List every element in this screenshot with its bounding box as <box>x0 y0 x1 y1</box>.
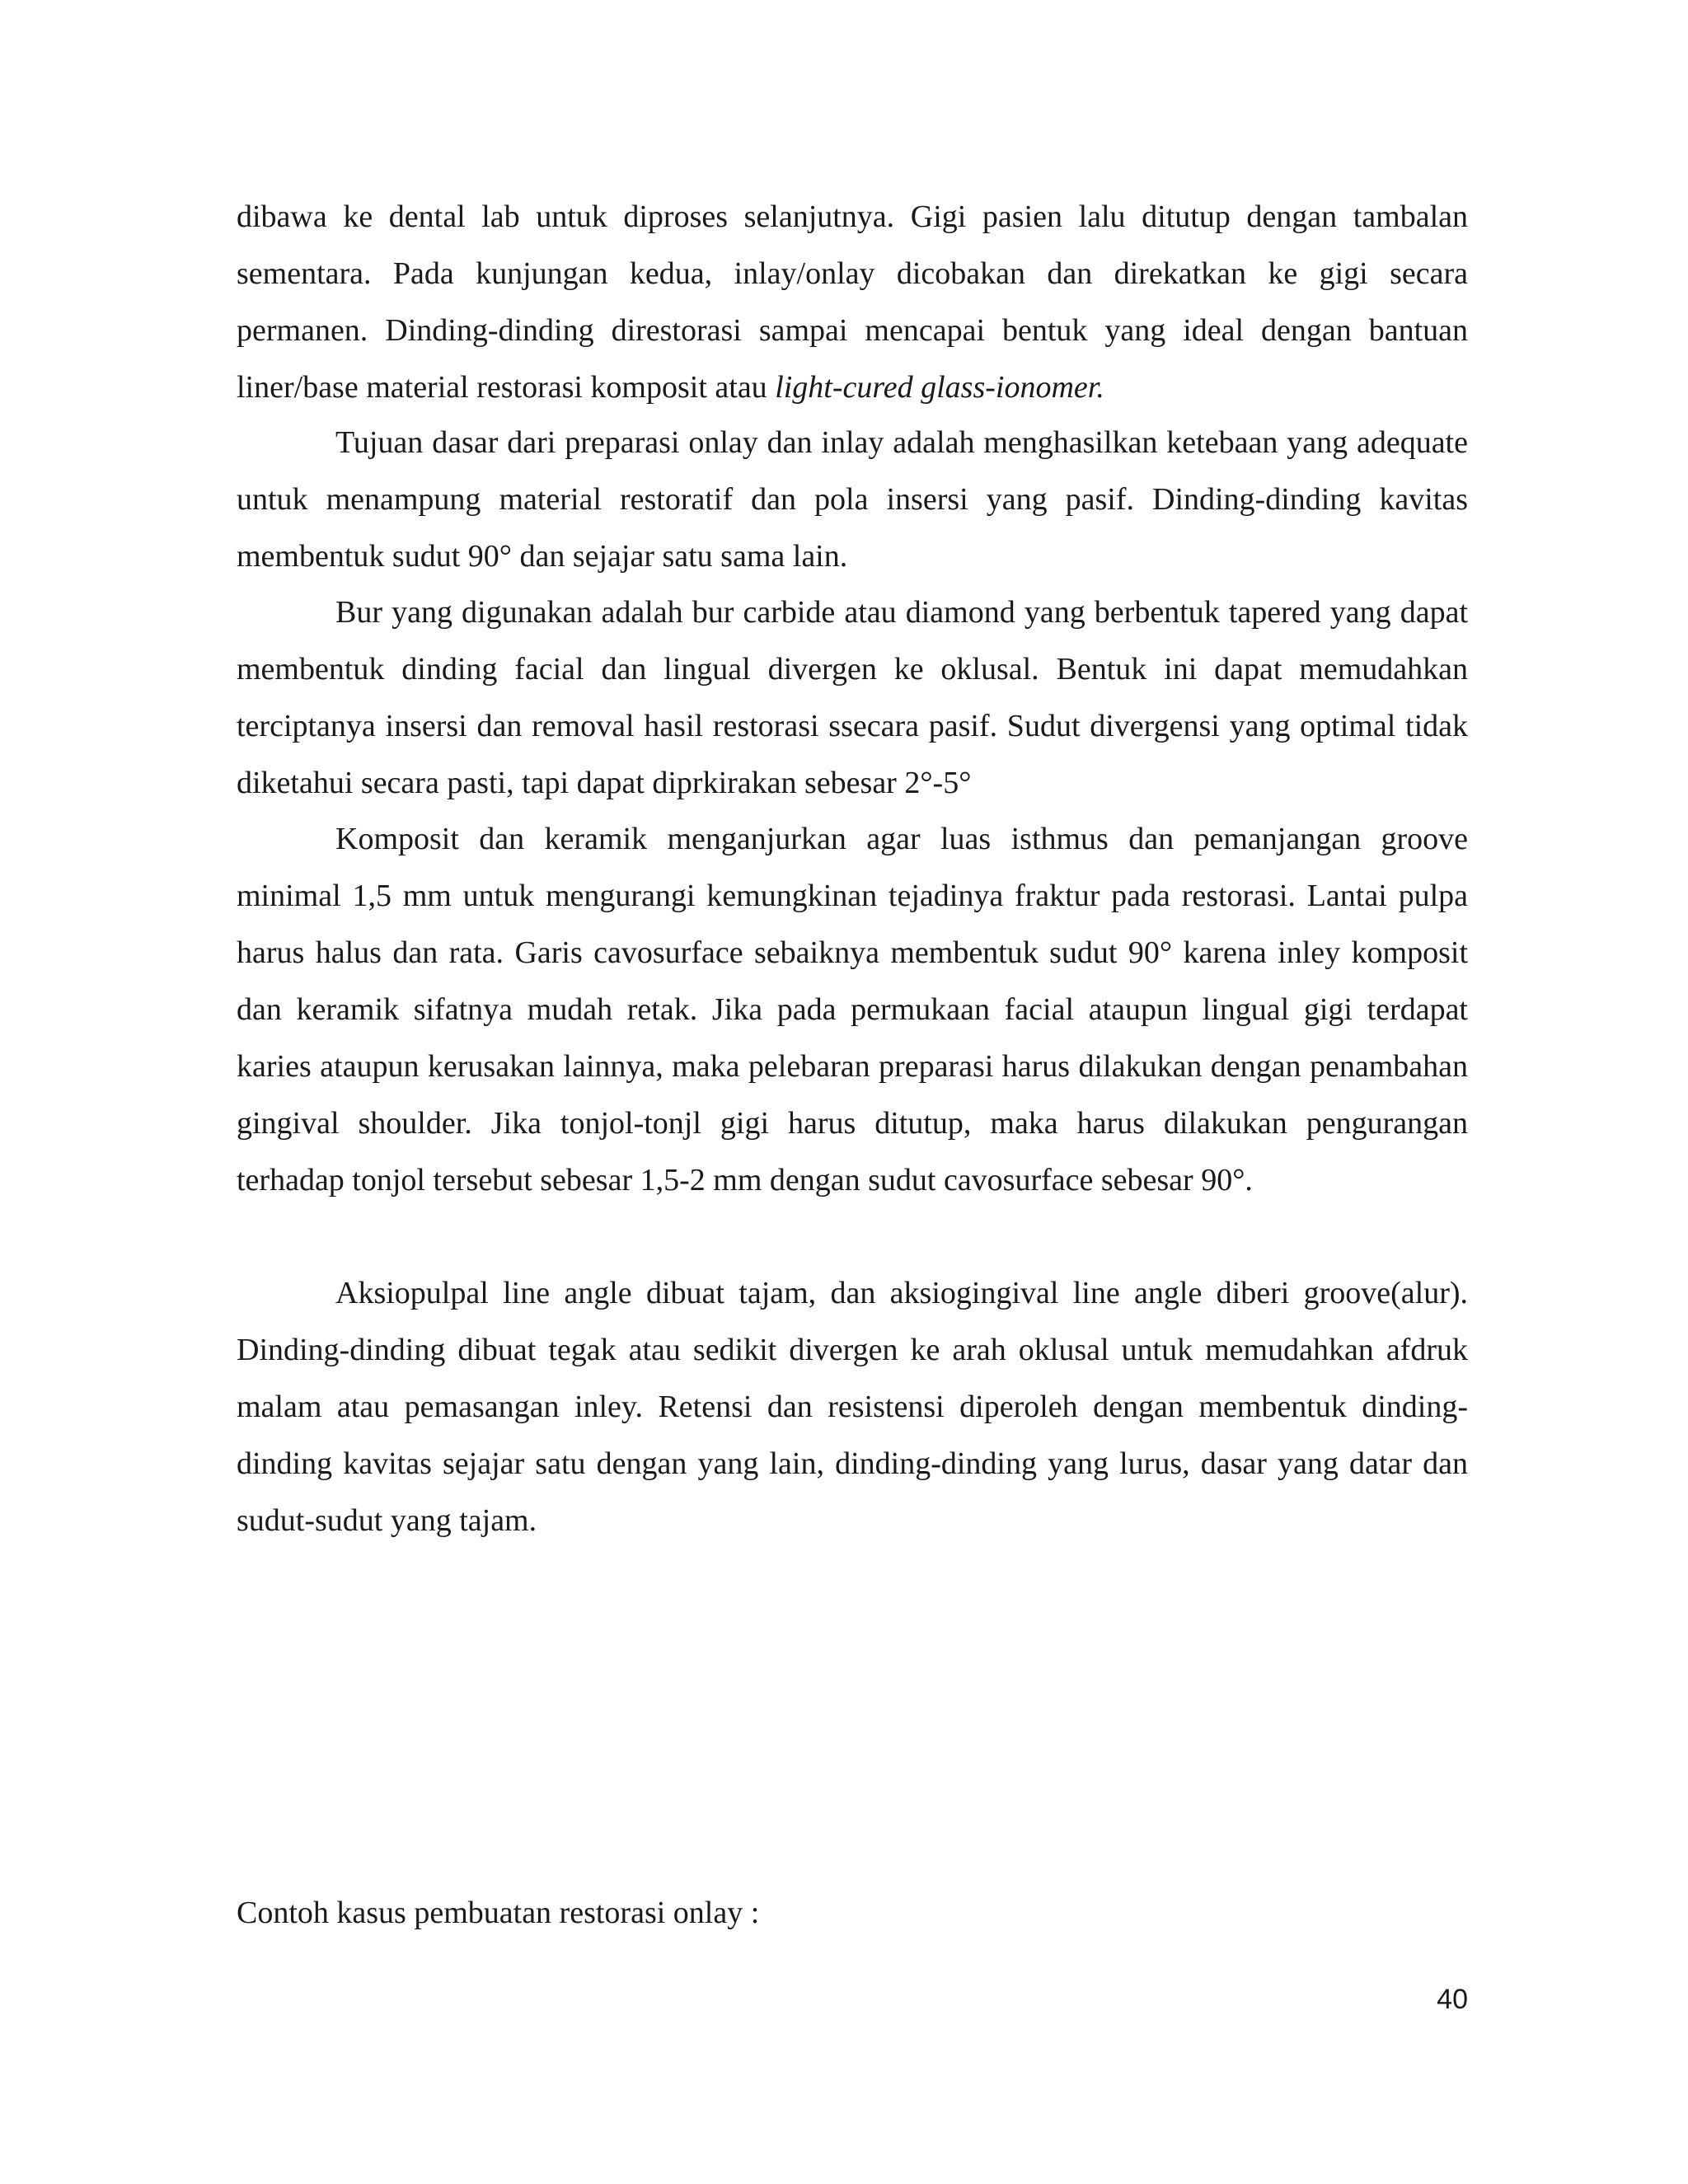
paragraph-4-text: Komposit dan keramik menganjurkan agar luas isthmus dan pemanjangan groove minimal 1,5 mm untuk mengurangi kemungkinan tejadinya fraktur pada restorasi. Lantai pulpa harus halus dan rata. Garis cavosurface sebaiknya membentuk sudut 90° karena inley komposit dan keramik sifatnya mudah retak. Jika pada permukaan facial ataupun lingual gigi terdapat karies ataupun kerusakan lainnya, maka pelebaran preparasi harus dilakukan dengan penambahan gingival shoulder. Jika tonjol-tonjl gigi harus ditutup, maka harus dilakukan pengurangan terhadap tonjol tersebut sebesar 1,5-2 mm dengan sudut cavosurface sebesar 90°. <box>237 822 1468 1197</box>
paragraph-3 <box>237 584 1468 812</box>
paragraph-2 <box>237 415 1468 585</box>
page-number: 40 <box>1437 1984 1468 2015</box>
paragraph-3-text: Bur yang digunakan adalah bur carbide atau diamond yang berbentuk tapered yang dapat membentuk dinding facial dan lingual divergen ke oklusal. Bentuk ini dapat memudahkan terciptanya insersi dan removal hasil restorasi ssecara pasif. Sudut divergensi yang optimal tidak diketahui secara pasti, tapi dapat diprkirakan sebesar 2°-5° <box>237 595 1468 800</box>
paragraph-1 <box>237 189 1468 416</box>
paragraph-5-text: Aksiopulpal line angle dibuat tajam, dan aksiogingival line angle diberi groove(alur). Dinding-dinding dibuat tegak atau sedikit divergen ke arah oklusal untuk memudahkan afdruk malam atau pemasangan inley. Retensi dan resistensi diperoleh dengan membentuk dinding-dinding kavitas sejajar satu dengan yang lain, dinding-dinding yang lurus, dasar yang datar dan sudut-sudut yang tajam. <box>237 1276 1468 1538</box>
paragraph-4 <box>237 811 1468 1209</box>
paragraph-1-italic-term: light-cured glass-ionomer. <box>775 370 1104 405</box>
paragraph-5 <box>237 1265 1468 1549</box>
paragraph-1-text: dibawa ke dental lab untuk diproses selanjutnya. Gigi pasien lalu ditutup dengan tambalan sementara. Pada kunjungan kedua, inlay/onlay dicobakan dan direkatkan ke gigi secara permanen. Dinding-dinding direstorasi sampai mencapai bentuk yang ideal dengan bantuan liner/base material restorasi komposit atau <box>237 199 1468 405</box>
case-heading: Contoh kasus pembuatan restorasi onlay : <box>237 1896 760 1930</box>
paragraph-2-text: Tujuan dasar dari preparasi onlay dan inlay adalah menghasilkan ketebaan yang adequate untuk menampung material restoratif dan pola insersi yang pasif. Dinding-dinding kavitas membentuk sudut 90° dan sejajar satu sama lain. <box>237 425 1468 574</box>
